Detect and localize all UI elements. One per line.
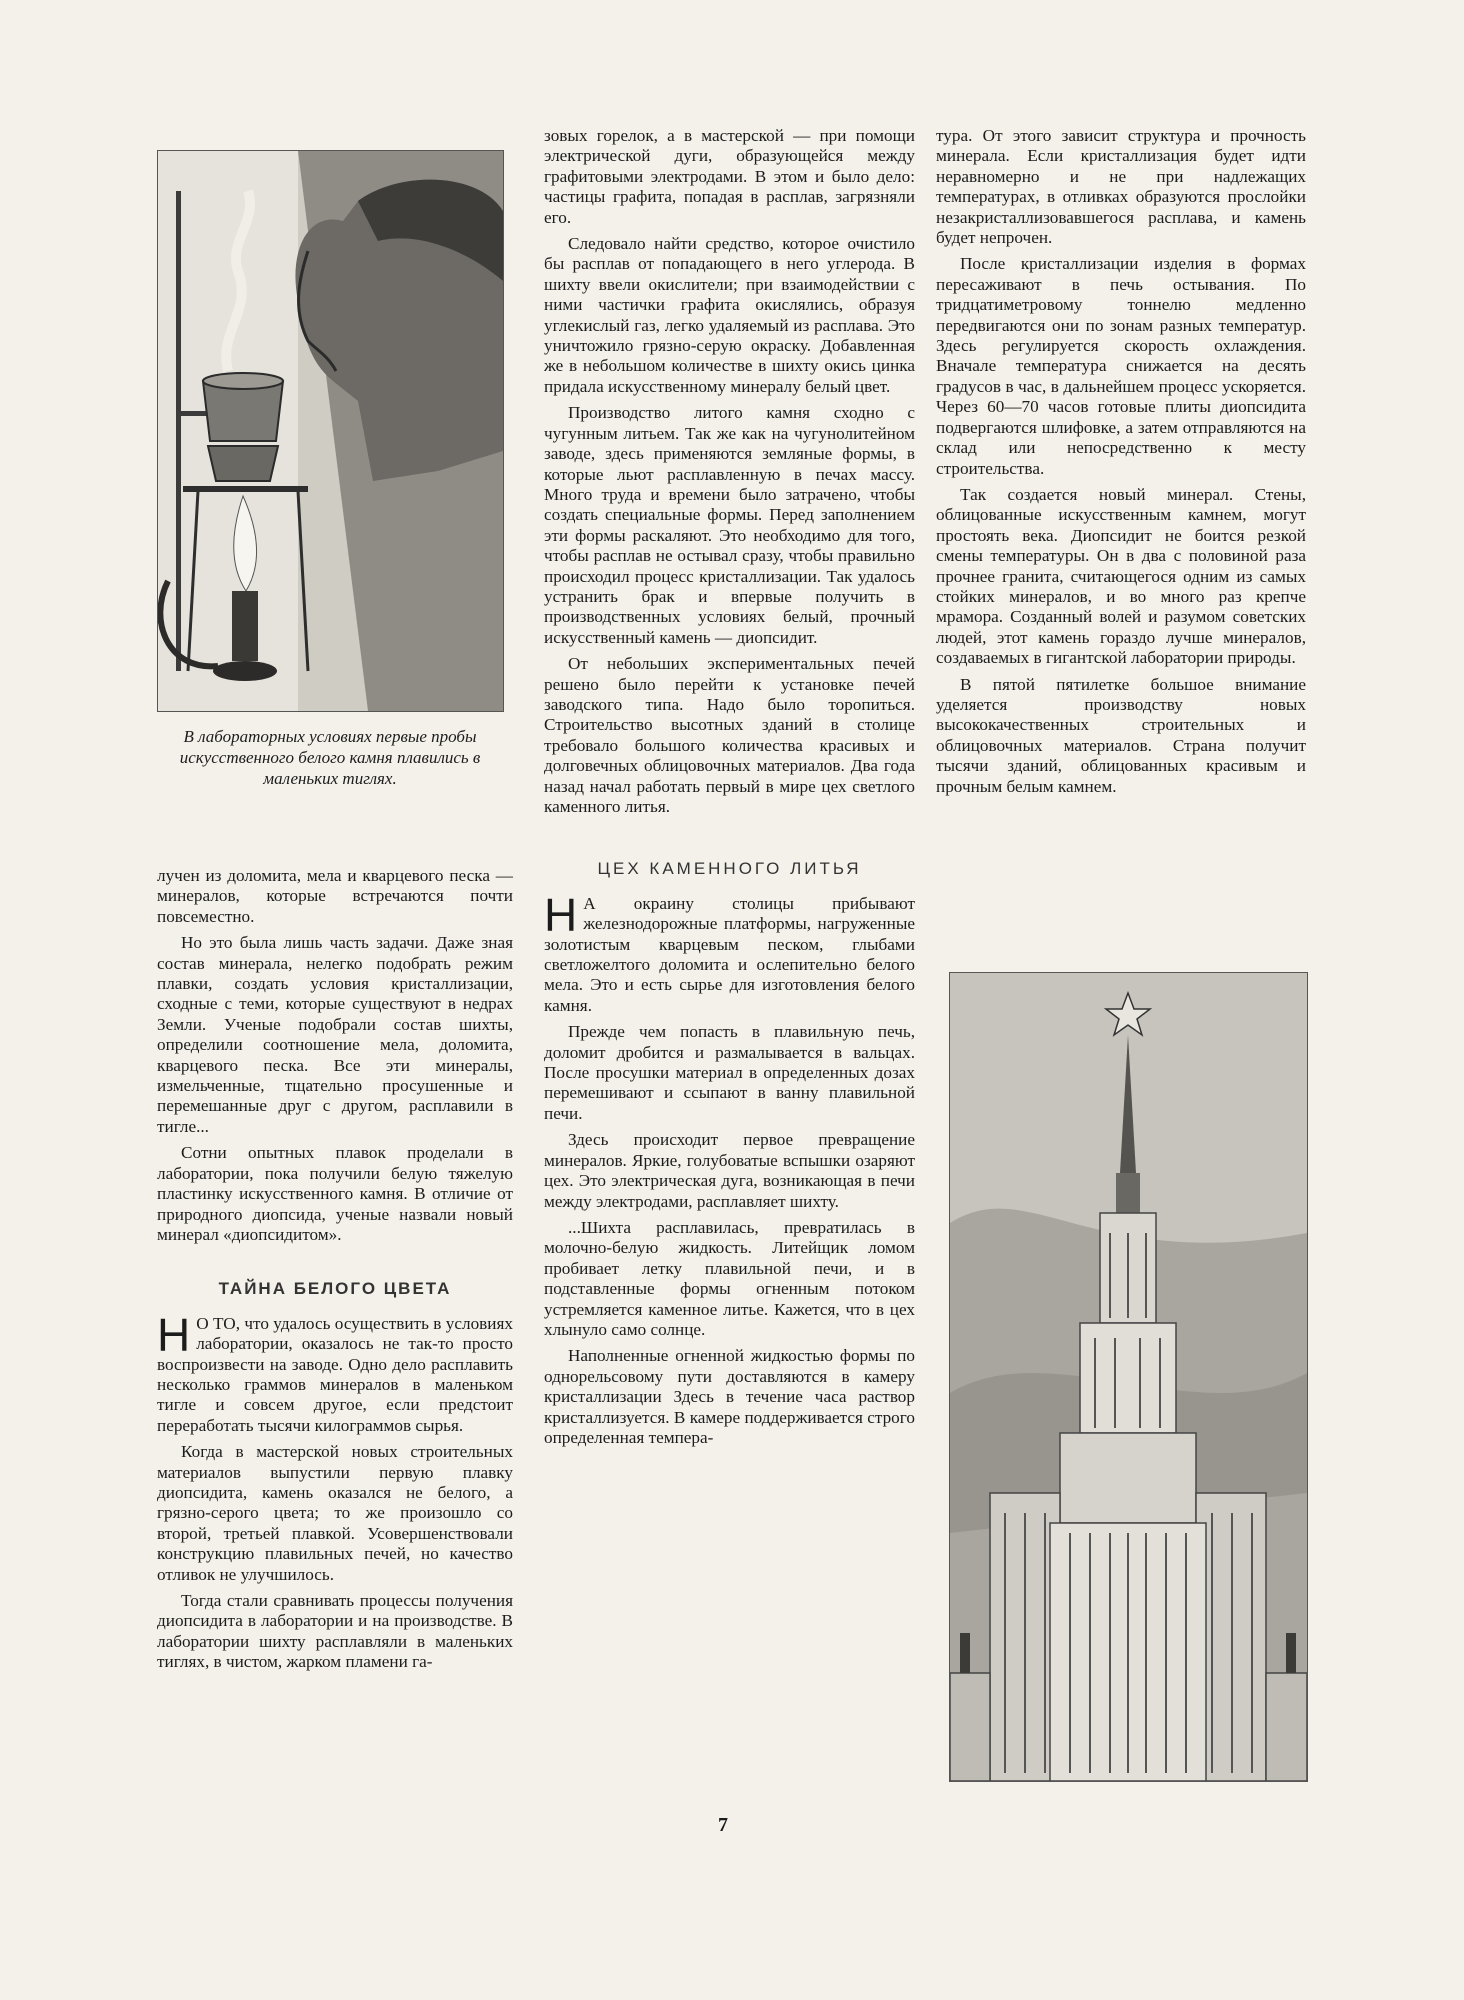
paragraph: Здесь происходит первое превращение минералов. Яркие, голубоватые вспышки озаряют цех. Это электрическая дуга, возникающая в печи между электродами, расплавляет шихту. (544, 1130, 915, 1211)
column-3 (936, 126, 1306, 803)
skyscraper-illustration (949, 972, 1308, 1782)
paragraph: тура. От этого зависит структура и прочность минерала. Если кристаллизация будет идти неравномерно и не при надлежащих температурах, в отливках образуются прослойки незакристаллизовавшегося расплава, и камень будет непрочен. (936, 126, 1306, 248)
paragraph: лучен из доломита, мела и кварцевого песка — минералов, которые встречаются почти повсеместно. (157, 866, 513, 926)
section-heading-shop: ЦЕХ КАМЕННОГО ЛИТЬЯ (597, 859, 862, 879)
page-number: 7 (718, 1814, 728, 1836)
paragraph: После кристаллизации изделия в формах пересаживают в печь остывания. По тридцатиметровому тоннелю медленно передвигаются они по зонам разных температур. Здесь регулируется скорость охлаждения. Вначале температура снижается на десять градусов в час, в дальнейшем процесс ускоряется. Через 60—70 часов готовые плиты диопсидита подвергаются шлифовке, а затем отправляются на склад или непосредственно к месту строительства. (936, 254, 1306, 478)
column-2 (544, 126, 915, 1454)
paragraph: Следовало найти средство, которое очистило бы расплав от попадающего в него углерода. В шихту ввели окислители; при взаимодействии с ними частички графита окислялись, образуя углекислый газ, легко удаляемый из расплава. Это уничтожило грязно-серую окраску. Добавленная же в небольшом количестве в шихту окись цинка придала искусственному минералу белый цвет. (544, 234, 915, 396)
lab-drawing (158, 151, 503, 711)
section-heading-secret: ТАЙНА БЕЛОГО ЦВЕТА (218, 1279, 452, 1299)
paragraph: От небольших экспериментальных печей решено было перейти к установке печей заводского типа. Надо было торопиться. Строительство высотных зданий в столице требовало большого количества красивых и долговечных облицовочных материалов. Два года назад начал работать первый в мире цех светлого каменного литья. (544, 654, 915, 816)
paragraph: Прежде чем попасть в плавильную печь, доломит дробится и размалывается в вальцах. После просушки материал в определенных дозах перемешивают и ссыпают в ванну плавильной печи. (544, 1022, 915, 1123)
paragraph-text: О ТО, что удалось осуществить в условиях лаборатории, оказалось не так-то просто воспроизвести на заводе. Одно дело расплавить несколько граммов минералов в маленьком тигле и совсем другое, если предстоит переработать тысячи килограммов сырья. (157, 1313, 513, 1435)
paragraph: ...Шихта расплавилась, превратилась в молочно-белую жидкость. Литейщик ломом пробивает летку плавильной печи, и в подставленные формы огненным потоком устремляется каменное литье. Кажется, что в цех хлынуло само солнце. (544, 1217, 915, 1339)
paragraph-dropcap (157, 1308, 513, 1436)
column-1 (157, 866, 513, 1679)
paragraph: Наполненные огненной жидкостью формы по однорельсовому пути доставляются в камеру кристаллизации Здесь в течение часа раствор кристаллизуется. В камере поддерживается строго определенная темпера- (544, 1346, 915, 1447)
paragraph: Но это была лишь часть задачи. Даже зная состав минерала, нелегко подобрать режим плавки, создать условия кристаллизации, сходные с теми, которые существуют в недрах Земли. Ученые подобрали состав шихты, определили соотношение мела, доломита, кварцевого песка. Все эти минералы, измельченные, тщательно просушенные и перемешанные друг с другом, расплавили в тигле... (157, 933, 513, 1136)
paragraph: зовых горелок, а в мастерской — при помощи электрической дуги, образующейся между графитовыми электродами. В этом и было дело: частицы графита, попадая в расплав, загрязняли его. (544, 126, 915, 227)
paragraph: Сотни опытных плавок проделали в лаборатории, пока получили белую тяжелую пластинку искусственного камня. В отличие от природного диопсида, ученые назвали новый минерал «диопсидитом». (157, 1143, 513, 1244)
paragraph: Когда в мастерской новых строительных материалов выпустили первую плавку диопсидита, камень оказался не белого, а грязно-серого цвета; то же произошло со второй, третьей плавкой. Усовершенствовали конструкцию плавильных печей, но качество отливок не улучшилось. (157, 1442, 513, 1584)
dropcap: Н (544, 888, 578, 941)
skyscraper-drawing (950, 973, 1307, 1781)
paragraph: Производство литого камня сходно с чугунным литьем. Так же как на чугунолитейном заводе, здесь применяются земляные формы, в которые льют расплавленную в печах массу. Много труда и времени было затрачено, чтобы создать специальные формы. Перед заполнением эти формы раскаляют. Это необходимо для того, чтобы расплав не остывал сразу, чтобы правильно происходил процесс кристаллизации. Так удалось устранить брак и впервые получить в производственных условиях белый, прочный искусственный камень — диопсидит. (544, 403, 915, 647)
illustration-caption: В лабораторных условиях первые пробы искусственного белого камня плавились в маленьких тиглях. (179, 727, 481, 788)
paragraph: В пятой пятилетке большое внимание уделяется производству новых высококачественных строительных и облицовочных материалов. Страна получит тысячи зданий, облицованных красивым и прочным белым камнем. (936, 674, 1306, 796)
lab-illustration (157, 150, 504, 712)
paragraph-dropcap (544, 888, 915, 1016)
dropcap: Н (157, 1308, 191, 1361)
paragraph: Так создается новый минерал. Стены, облицованные искусственным камнем, могут простоять века. Диопсидит не боится резкой смены температуры. Он в два с половиной раза прочнее гранита, считающегося одним из самых стойких минералов, и во много раз крепче мрамора. Созданный волей и разумом советских людей, этот камень гораздо лучше минералов, создаваемых в гигантской лаборатории природы. (936, 484, 1306, 668)
paragraph: Тогда стали сравнивать процессы получения диопсидита в лаборатории и на производстве. В лаборатории шихту расплавляли в маленьких тиглях, в чистом, жарком пламени га- (157, 1591, 513, 1672)
paragraph-text: А окраину столицы прибывают железнодорожные платформы, нагруженные золотистым кварцевым песком, глыбами светложелтого доломита и ослепительно белого мела. Это и есть сырье для изготовления белого камня. (544, 893, 915, 1015)
